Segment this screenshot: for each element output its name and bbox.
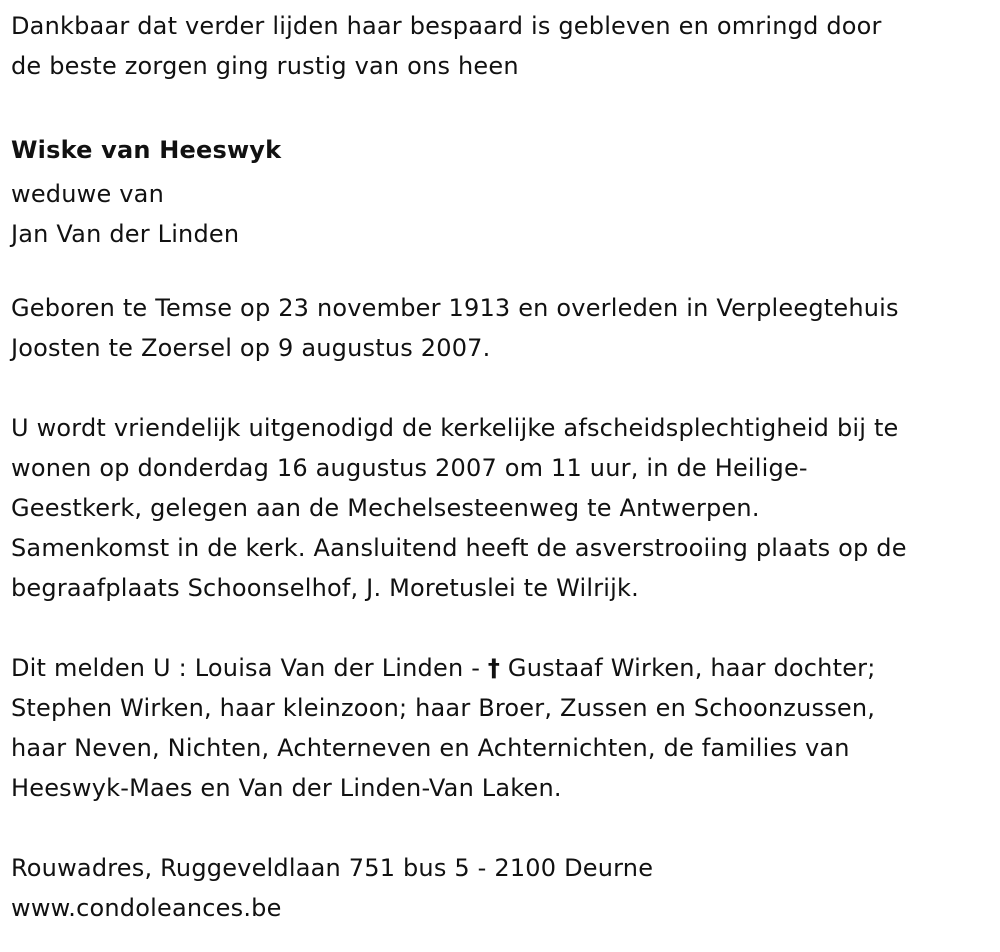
intro-line: Dankbaar dat verder lijden haar bespaard is gebleven en omringd door	[11, 12, 882, 40]
deceased-name: Wiske van Heeswyk	[11, 136, 282, 164]
widow-label: weduwe van	[11, 180, 164, 208]
ceremony-line: Samenkomst in de kerk. Aansluitend heeft de asverstrooiing plaats op de	[11, 534, 907, 562]
ceremony-line: wonen op donderdag 16 augustus 2007 om 11 uur, in de Heilige-	[11, 454, 808, 482]
birth-death-line: Geboren te Temse op 23 november 1913 en overleden in Verpleegtehuis	[11, 294, 899, 322]
announcers-paragraph	[11, 648, 996, 808]
birth-death-paragraph	[11, 288, 996, 368]
spouse-name: Jan Van der Linden	[11, 220, 240, 248]
mourning-address: Rouwadres, Ruggeveldlaan 751 bus 5 - 2100 Deurne	[11, 854, 654, 882]
ceremony-line: Geestkerk, gelegen aan de Mechelsesteenweg te Antwerpen.	[11, 494, 760, 522]
intro-line: de beste zorgen ging rustig van ons heen	[11, 52, 519, 80]
announcers-first-line	[11, 648, 996, 688]
announcers-text-before-cross: Dit melden U : Louisa Van der Linden -	[11, 654, 488, 682]
website-link[interactable]: www.condoleances.be	[11, 894, 282, 922]
obituary-document	[11, 0, 996, 928]
announcers-line: Heeswyk-Maes en Van der Linden-Van Laken.	[11, 774, 562, 802]
ceremony-line: begraafplaats Schoonselhof, J. Moretuslei te Wilrijk.	[11, 574, 639, 602]
widow-of-section	[11, 174, 996, 254]
announcers-line: haar Neven, Nichten, Achterneven en Achternichten, de families van	[11, 734, 850, 762]
contact-section	[11, 848, 996, 928]
intro-paragraph	[11, 0, 996, 86]
birth-death-line: Joosten te Zoersel op 9 augustus 2007.	[11, 334, 491, 362]
cross-icon: †	[487, 654, 501, 682]
announcers-text-after-cross: Gustaaf Wirken, haar dochter;	[500, 654, 876, 682]
ceremony-line: U wordt vriendelijk uitgenodigd de kerkelijke afscheidsplechtigheid bij te	[11, 414, 899, 442]
ceremony-paragraph	[11, 408, 996, 608]
announcers-line: Stephen Wirken, haar kleinzoon; haar Broer, Zussen en Schoonzussen,	[11, 694, 876, 722]
